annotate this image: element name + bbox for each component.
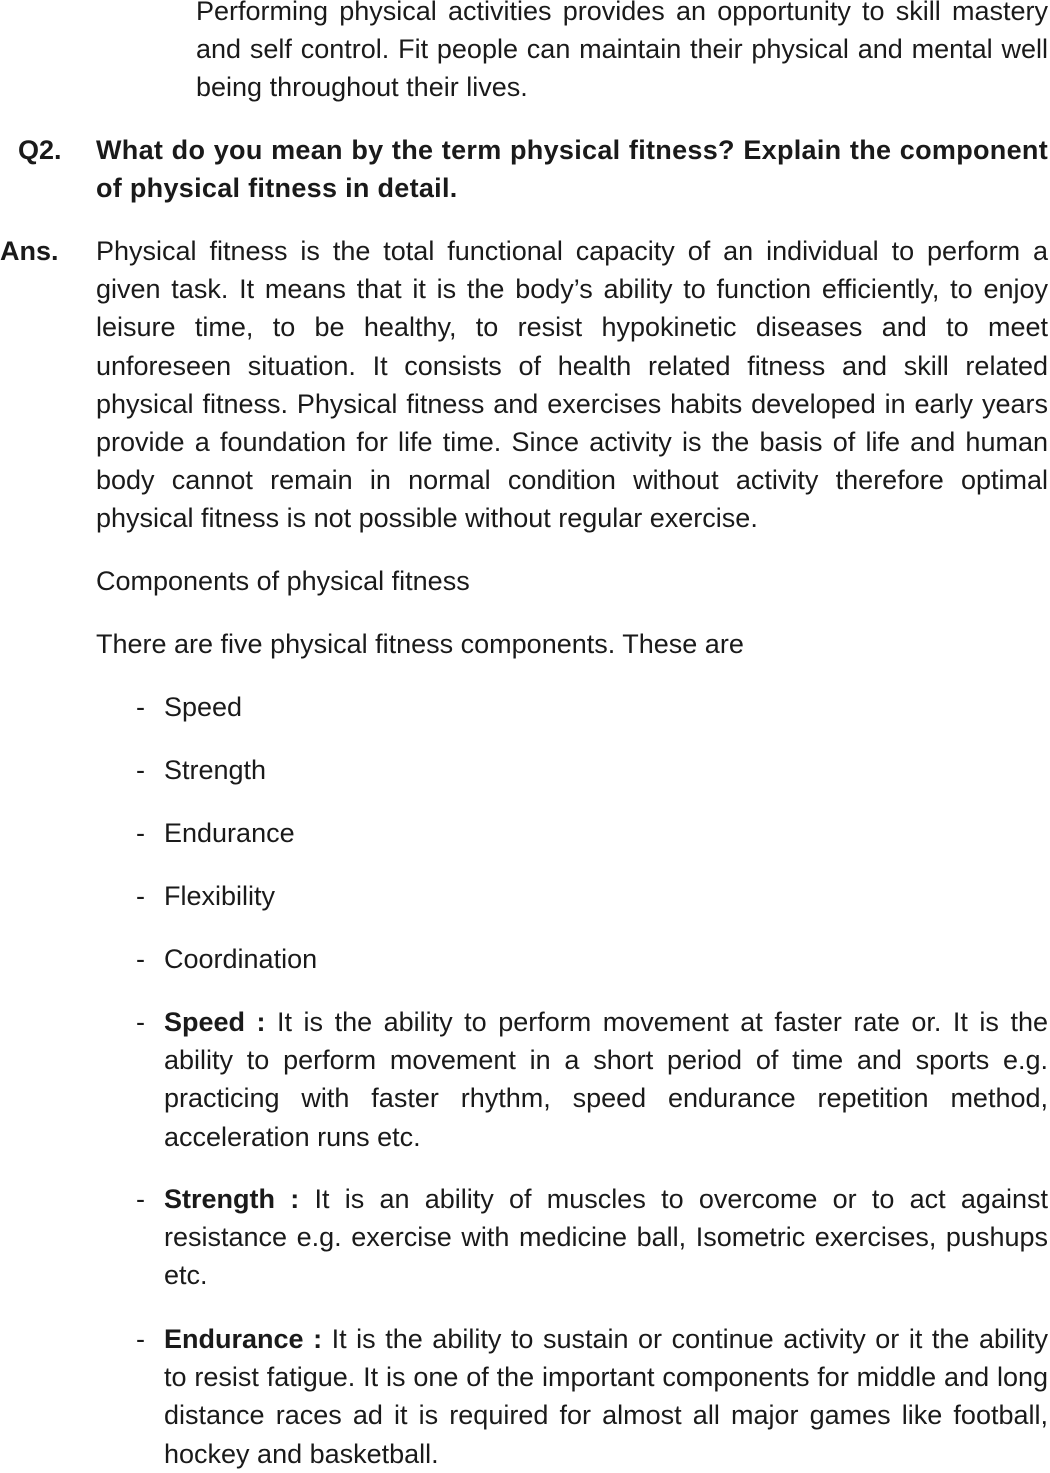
component-endurance: Endurance <box>164 818 295 848</box>
detail-speed <box>136 1003 1048 1156</box>
intro-paragraph: Performing physical activities provides an opportunity to skill mastery and self control. Fit people can maintain their physical and mental well being throughout their lives. <box>196 0 1048 103</box>
question-number: Q2. <box>18 135 62 165</box>
detail-endurance <box>136 1320 1048 1473</box>
question-text: What do you mean by the term physical fitness? Explain the component of physical fitness in detail. <box>96 135 1048 204</box>
detail-text-strength: It is an ability of muscles to overcome or to act against resistance e.g. exercise with medicine ball, Isometric exercises, pushups etc. <box>164 1184 1048 1291</box>
answer-paragraph: Physical fitness is the total functional capacity of an individual to perform a given task. It means that it is the body’s ability to function efficiently, to enjoy leisure time, to be healthy, to resist hypokinetic diseases and to meet unforeseen situation. It consists of health related fitness and skill related physical fitness. Physical fitness and exercises habits developed in early years provide a foundation for life time. Since activity is the basis of life and human body cannot remain in normal condition without activity therefore optimal physical fitness is not possible without regular exercise. <box>96 236 1048 534</box>
component-strength: Strength <box>164 755 267 785</box>
list-dash: - <box>136 944 145 974</box>
list-item <box>136 877 275 915</box>
detail-term-strength: Strength : <box>164 1184 300 1214</box>
list-item <box>136 751 266 789</box>
detail-term-speed: Speed : <box>164 1007 266 1037</box>
list-dash: - <box>136 818 145 848</box>
list-item <box>136 814 295 852</box>
list-dash: - <box>136 692 145 722</box>
component-coordination: Coordination <box>164 944 318 974</box>
list-dash: - <box>136 1324 145 1354</box>
list-dash: - <box>136 881 145 911</box>
detail-strength <box>136 1180 1048 1295</box>
components-intro: There are five physical fitness components. These are <box>96 629 744 659</box>
answer-label: Ans. <box>0 236 59 266</box>
detail-term-endurance: Endurance : <box>164 1324 323 1354</box>
component-speed: Speed <box>164 692 243 722</box>
detail-text-endurance: It is the ability to sustain or continue activity or it the ability to resist fatigue. It is one of the important components for middle and long distance races ad it is required for almost all major games like football, hockey and basketball. <box>164 1324 1048 1469</box>
list-dash: - <box>136 1007 145 1037</box>
component-flexibility: Flexibility <box>164 881 276 911</box>
list-dash: - <box>136 1184 145 1214</box>
components-heading: Components of physical fitness <box>96 566 470 596</box>
list-dash: - <box>136 755 145 785</box>
detail-text-speed: It is the ability to perform movement at faster rate or. It is the ability to perform movement in a short period of time and sports e.g. practicing with faster rhythm, speed endurance repetition method, acceleration runs etc. <box>164 1007 1048 1152</box>
list-item <box>136 688 242 726</box>
list-item <box>136 940 317 978</box>
